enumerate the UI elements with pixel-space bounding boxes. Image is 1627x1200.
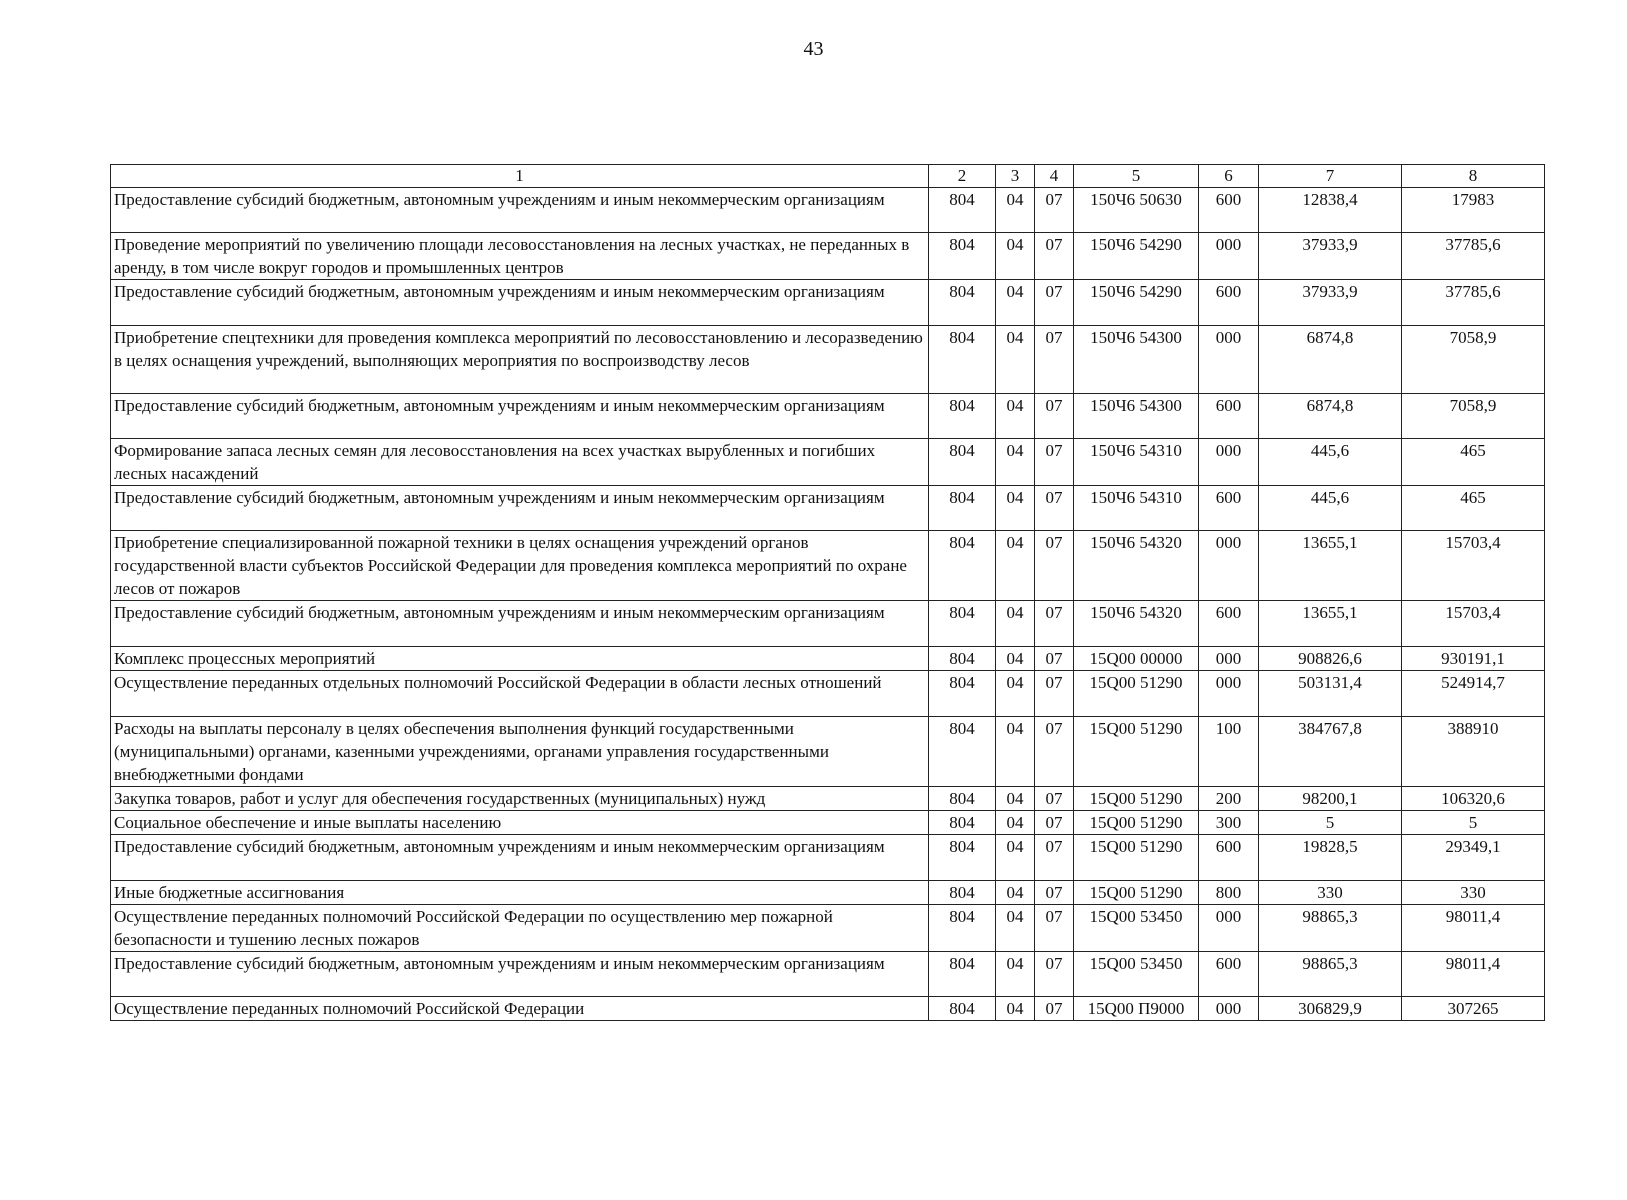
amount-year2-cell: 98011,4: [1402, 905, 1545, 952]
expense-type-cell: 600: [1199, 835, 1259, 881]
grbs-code-cell: 804: [929, 717, 996, 787]
target-article-cell: 15Q00 51290: [1074, 717, 1199, 787]
section-code-cell: 04: [996, 647, 1035, 671]
target-article-cell: 150Ч6 54320: [1074, 531, 1199, 601]
grbs-code-cell: 804: [929, 531, 996, 601]
target-article-cell: 15Q00 51290: [1074, 835, 1199, 881]
grbs-code-cell: 804: [929, 811, 996, 835]
amount-year1-cell: 503131,4: [1259, 671, 1402, 717]
amount-year1-cell: 5: [1259, 811, 1402, 835]
grbs-code-cell: 804: [929, 439, 996, 486]
grbs-code-cell: 804: [929, 233, 996, 280]
target-article-cell: 15Q00 53450: [1074, 952, 1199, 997]
target-article-cell: 150Ч6 54300: [1074, 394, 1199, 439]
amount-year2-cell: 465: [1402, 486, 1545, 531]
expense-type-cell: 000: [1199, 905, 1259, 952]
subsection-code-cell: 07: [1035, 188, 1074, 233]
subsection-code-cell: 07: [1035, 787, 1074, 811]
table-row: [111, 835, 1545, 881]
header-cell: 6: [1199, 165, 1259, 188]
section-code-cell: 04: [996, 326, 1035, 394]
item-name-cell: Предоставление субсидий бюджетным, автономным учреждениям и иным некоммерческим организациям: [111, 394, 929, 439]
item-name-cell: Закупка товаров, работ и услуг для обеспечения государственных (муниципальных) нужд: [111, 787, 929, 811]
item-name-cell: Предоставление субсидий бюджетным, автономным учреждениям и иным некоммерческим организациям: [111, 486, 929, 531]
amount-year2-cell: 98011,4: [1402, 952, 1545, 997]
target-article-cell: 15Q00 51290: [1074, 811, 1199, 835]
target-article-cell: 150Ч6 50630: [1074, 188, 1199, 233]
grbs-code-cell: 804: [929, 326, 996, 394]
amount-year1-cell: 12838,4: [1259, 188, 1402, 233]
grbs-code-cell: 804: [929, 188, 996, 233]
grbs-code-cell: 804: [929, 486, 996, 531]
amount-year1-cell: 330: [1259, 881, 1402, 905]
header-cell: 1: [111, 165, 929, 188]
table-row: [111, 952, 1545, 997]
item-name-cell: Приобретение специализированной пожарной техники в целях оснащения учреждений органов государственной власти субъектов Российской Федерации для проведения комплекса мероприятий по охране лесов от пожаров: [111, 531, 929, 601]
subsection-code-cell: 07: [1035, 280, 1074, 326]
target-article-cell: 15Q00 51290: [1074, 881, 1199, 905]
table-row: [111, 439, 1545, 486]
amount-year2-cell: 330: [1402, 881, 1545, 905]
subsection-code-cell: 07: [1035, 233, 1074, 280]
item-name-cell: Иные бюджетные ассигнования: [111, 881, 929, 905]
expense-type-cell: 000: [1199, 531, 1259, 601]
subsection-code-cell: 07: [1035, 326, 1074, 394]
subsection-code-cell: 07: [1035, 905, 1074, 952]
amount-year2-cell: 524914,7: [1402, 671, 1545, 717]
section-code-cell: 04: [996, 835, 1035, 881]
table-row: [111, 601, 1545, 647]
item-name-cell: Предоставление субсидий бюджетным, автономным учреждениям и иным некоммерческим организациям: [111, 188, 929, 233]
subsection-code-cell: 07: [1035, 811, 1074, 835]
table-row: [111, 647, 1545, 671]
table-row: [111, 394, 1545, 439]
amount-year2-cell: 15703,4: [1402, 601, 1545, 647]
expense-type-cell: 300: [1199, 811, 1259, 835]
expense-type-cell: 000: [1199, 671, 1259, 717]
expense-type-cell: 000: [1199, 647, 1259, 671]
expense-type-cell: 000: [1199, 997, 1259, 1021]
target-article-cell: 15Q00 51290: [1074, 671, 1199, 717]
header-cell: 5: [1074, 165, 1199, 188]
expense-type-cell: 600: [1199, 601, 1259, 647]
amount-year2-cell: 106320,6: [1402, 787, 1545, 811]
amount-year1-cell: 306829,9: [1259, 997, 1402, 1021]
grbs-code-cell: 804: [929, 997, 996, 1021]
table-row: [111, 811, 1545, 835]
table-row: [111, 997, 1545, 1021]
expense-type-cell: 000: [1199, 439, 1259, 486]
grbs-code-cell: 804: [929, 881, 996, 905]
item-name-cell: Расходы на выплаты персоналу в целях обеспечения выполнения функций государственными (муниципальными) органами, казенными учреждениями, органами управления государственными внебюджетными фондами: [111, 717, 929, 787]
subsection-code-cell: 07: [1035, 439, 1074, 486]
amount-year2-cell: 7058,9: [1402, 394, 1545, 439]
budget-table: [110, 164, 1545, 1021]
grbs-code-cell: 804: [929, 394, 996, 439]
grbs-code-cell: 804: [929, 647, 996, 671]
expense-type-cell: 200: [1199, 787, 1259, 811]
subsection-code-cell: 07: [1035, 601, 1074, 647]
section-code-cell: 04: [996, 233, 1035, 280]
section-code-cell: 04: [996, 881, 1035, 905]
subsection-code-cell: 07: [1035, 997, 1074, 1021]
grbs-code-cell: 804: [929, 952, 996, 997]
section-code-cell: 04: [996, 188, 1035, 233]
amount-year2-cell: 15703,4: [1402, 531, 1545, 601]
amount-year1-cell: 98865,3: [1259, 952, 1402, 997]
amount-year2-cell: 388910: [1402, 717, 1545, 787]
subsection-code-cell: 07: [1035, 835, 1074, 881]
table-row: [111, 280, 1545, 326]
section-code-cell: 04: [996, 717, 1035, 787]
target-article-cell: 15Q00 П9000: [1074, 997, 1199, 1021]
header-cell: 3: [996, 165, 1035, 188]
amount-year1-cell: 6874,8: [1259, 394, 1402, 439]
item-name-cell: Проведение мероприятий по увеличению площади лесовосстановления на лесных участках, не переданных в аренду, в том числе вокруг городов и промышленных центров: [111, 233, 929, 280]
header-cell: 4: [1035, 165, 1074, 188]
target-article-cell: 150Ч6 54290: [1074, 280, 1199, 326]
section-code-cell: 04: [996, 787, 1035, 811]
target-article-cell: 150Ч6 54320: [1074, 601, 1199, 647]
section-code-cell: 04: [996, 952, 1035, 997]
page-number: 43: [803, 38, 824, 60]
table-row: [111, 233, 1545, 280]
expense-type-cell: 100: [1199, 717, 1259, 787]
amount-year1-cell: 13655,1: [1259, 531, 1402, 601]
target-article-cell: 15Q00 53450: [1074, 905, 1199, 952]
table-row: [111, 787, 1545, 811]
item-name-cell: Предоставление субсидий бюджетным, автономным учреждениям и иным некоммерческим организациям: [111, 835, 929, 881]
item-name-cell: Осуществление переданных полномочий Российской Федерации по осуществлению мер пожарной безопасности и тушению лесных пожаров: [111, 905, 929, 952]
subsection-code-cell: 07: [1035, 881, 1074, 905]
subsection-code-cell: 07: [1035, 394, 1074, 439]
subsection-code-cell: 07: [1035, 486, 1074, 531]
target-article-cell: 150Ч6 54310: [1074, 486, 1199, 531]
expense-type-cell: 800: [1199, 881, 1259, 905]
expense-type-cell: 600: [1199, 486, 1259, 531]
table-row: [111, 188, 1545, 233]
grbs-code-cell: 804: [929, 601, 996, 647]
section-code-cell: 04: [996, 905, 1035, 952]
amount-year2-cell: 29349,1: [1402, 835, 1545, 881]
subsection-code-cell: 07: [1035, 531, 1074, 601]
grbs-code-cell: 804: [929, 787, 996, 811]
section-code-cell: 04: [996, 394, 1035, 439]
grbs-code-cell: 804: [929, 835, 996, 881]
header-cell: 7: [1259, 165, 1402, 188]
grbs-code-cell: 804: [929, 671, 996, 717]
amount-year1-cell: 445,6: [1259, 439, 1402, 486]
item-name-cell: Социальное обеспечение и иные выплаты населению: [111, 811, 929, 835]
section-code-cell: 04: [996, 997, 1035, 1021]
table-row: [111, 326, 1545, 394]
amount-year1-cell: 6874,8: [1259, 326, 1402, 394]
amount-year1-cell: 37933,9: [1259, 233, 1402, 280]
target-article-cell: 15Q00 00000: [1074, 647, 1199, 671]
item-name-cell: Комплекс процессных мероприятий: [111, 647, 929, 671]
amount-year1-cell: 384767,8: [1259, 717, 1402, 787]
item-name-cell: Формирование запаса лесных семян для лесовосстановления на всех участках вырубленных и погибших лесных насаждений: [111, 439, 929, 486]
item-name-cell: Приобретение спецтехники для проведения комплекса мероприятий по лесовосстановлению и лесоразведению в целях оснащения учреждений, выполняющих мероприятия по воспроизводству лесов: [111, 326, 929, 394]
amount-year2-cell: 930191,1: [1402, 647, 1545, 671]
header-cell: 8: [1402, 165, 1545, 188]
amount-year1-cell: 98865,3: [1259, 905, 1402, 952]
target-article-cell: 15Q00 51290: [1074, 787, 1199, 811]
table-body: [111, 165, 1545, 1021]
table-row: [111, 671, 1545, 717]
amount-year2-cell: 37785,6: [1402, 233, 1545, 280]
header-row: [111, 165, 1545, 188]
expense-type-cell: 000: [1199, 233, 1259, 280]
amount-year2-cell: 17983: [1402, 188, 1545, 233]
target-article-cell: 150Ч6 54310: [1074, 439, 1199, 486]
item-name-cell: Осуществление переданных отдельных полномочий Российской Федерации в области лесных отношений: [111, 671, 929, 717]
amount-year2-cell: 37785,6: [1402, 280, 1545, 326]
section-code-cell: 04: [996, 280, 1035, 326]
grbs-code-cell: 804: [929, 905, 996, 952]
subsection-code-cell: 07: [1035, 952, 1074, 997]
item-name-cell: Предоставление субсидий бюджетным, автономным учреждениям и иным некоммерческим организациям: [111, 280, 929, 326]
expense-type-cell: 600: [1199, 280, 1259, 326]
amount-year2-cell: 465: [1402, 439, 1545, 486]
section-code-cell: 04: [996, 671, 1035, 717]
expense-type-cell: 600: [1199, 952, 1259, 997]
amount-year1-cell: 13655,1: [1259, 601, 1402, 647]
amount-year1-cell: 98200,1: [1259, 787, 1402, 811]
table-row: [111, 531, 1545, 601]
amount-year1-cell: 37933,9: [1259, 280, 1402, 326]
amount-year2-cell: 307265: [1402, 997, 1545, 1021]
subsection-code-cell: 07: [1035, 717, 1074, 787]
amount-year2-cell: 5: [1402, 811, 1545, 835]
section-code-cell: 04: [996, 486, 1035, 531]
target-article-cell: 150Ч6 54290: [1074, 233, 1199, 280]
expense-type-cell: 000: [1199, 326, 1259, 394]
section-code-cell: 04: [996, 601, 1035, 647]
subsection-code-cell: 07: [1035, 647, 1074, 671]
section-code-cell: 04: [996, 439, 1035, 486]
expense-type-cell: 600: [1199, 394, 1259, 439]
amount-year1-cell: 908826,6: [1259, 647, 1402, 671]
table-row: [111, 717, 1545, 787]
table-row: [111, 486, 1545, 531]
header-cell: 2: [929, 165, 996, 188]
table-row: [111, 881, 1545, 905]
section-code-cell: 04: [996, 531, 1035, 601]
item-name-cell: Предоставление субсидий бюджетным, автономным учреждениям и иным некоммерческим организациям: [111, 601, 929, 647]
table-row: [111, 905, 1545, 952]
amount-year1-cell: 445,6: [1259, 486, 1402, 531]
expense-type-cell: 600: [1199, 188, 1259, 233]
grbs-code-cell: 804: [929, 280, 996, 326]
amount-year1-cell: 19828,5: [1259, 835, 1402, 881]
target-article-cell: 150Ч6 54300: [1074, 326, 1199, 394]
amount-year2-cell: 7058,9: [1402, 326, 1545, 394]
item-name-cell: Предоставление субсидий бюджетным, автономным учреждениям и иным некоммерческим организациям: [111, 952, 929, 997]
section-code-cell: 04: [996, 811, 1035, 835]
subsection-code-cell: 07: [1035, 671, 1074, 717]
item-name-cell: Осуществление переданных полномочий Российской Федерации: [111, 997, 929, 1021]
